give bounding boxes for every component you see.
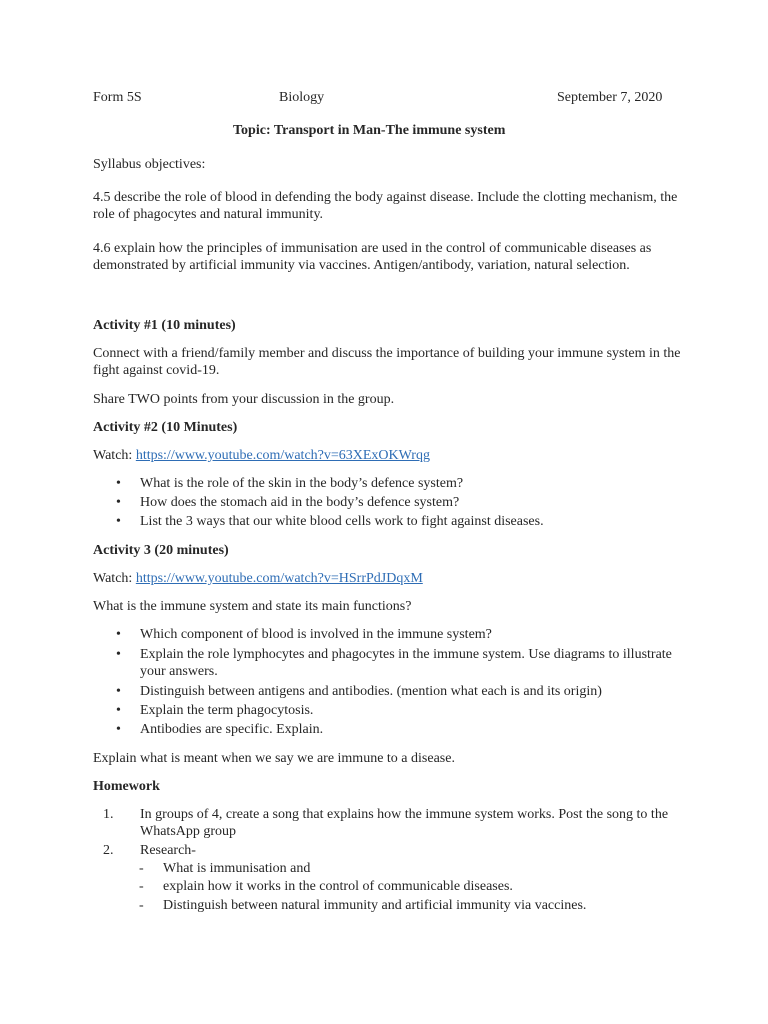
activity3-video-link[interactable]: https://www.youtube.com/watch?v=HSrrPdJDqxM [135,571,423,586]
topic-title: Topic: Transport in Man-The immune system [233,123,506,138]
bullet-icon: • [116,703,121,718]
form-label: Form 5S [93,90,142,105]
activity3-bullet-2: Explain the role lymphocytes and phagocytes in the immune system. Use diagrams to illustrate your answers. [140,647,672,679]
objective-4-5: 4.5 describe the role of blood in defending the body against disease. Include the clotting mechanism, the role of phagocytes and natural immunity. [93,190,678,222]
date-label: September 7, 2020 [557,90,663,105]
activity3-bullet-3: Distinguish between antigens and antibodies. (mention what each is and its origin) [140,684,602,699]
research-subitem-1: What is immunisation and [163,861,311,876]
activity3-question: What is the immune system and state its main functions? [93,599,412,614]
activity2-question-1: What is the role of the skin in the body’s defence system? [140,476,464,491]
watch-label: Watch: [93,571,136,586]
activity3-bullet-1: Which component of blood is involved in the immune system? [140,627,492,642]
homework-title: Homework [93,779,160,794]
syllabus-heading: Syllabus objectives: [93,157,206,172]
dash-marker: - [139,898,144,913]
activity3-title: Activity 3 (20 minutes) [93,543,229,558]
bullet-icon: • [116,514,121,529]
bullet-icon: • [116,627,121,642]
activity1-text: Connect with a friend/family member and discuss the importance of building your immune system in the fight against covid-19. [93,346,681,378]
bullet-icon: • [116,476,121,491]
activity3-closing: Explain what is meant when we say we are immune to a disease. [93,751,455,766]
activity2-question-2: How does the stomach aid in the body’s defence system? [140,495,460,510]
homework-item-number: 2. [103,843,114,858]
watch-label: Watch: [93,448,136,463]
activity2-watch [93,447,430,464]
research-subitem-2: explain how it works in the control of communicable diseases. [163,879,513,894]
bullet-icon: • [116,495,121,510]
activity2-question-3: List the 3 ways that our white blood cells work to fight against diseases. [140,514,544,529]
activity1-title: Activity #1 (10 minutes) [93,318,236,333]
homework-item-number: 1. [103,807,114,822]
activity3-bullet-5: Antibodies are specific. Explain. [140,722,324,737]
activity1-share-text: Share TWO points from your discussion in the group. [93,392,395,407]
subject-label: Biology [279,90,325,105]
research-subitem-3: Distinguish between natural immunity and artificial immunity via vaccines. [163,898,587,913]
activity3-watch [93,570,423,587]
activity2-video-link[interactable]: https://www.youtube.com/watch?v=63XExOKWrqg [135,448,430,463]
dash-marker: - [139,861,144,876]
dash-marker: - [139,879,144,894]
objective-4-6: 4.6 explain how the principles of immunisation are used in the control of communicable diseases as demonstrated by artificial immunity via vaccines. Antigen/antibody, variation, natural selection. [93,241,652,273]
activity2-title: Activity #2 (10 Minutes) [93,420,238,435]
homework-item-2: Research- [140,843,196,858]
bullet-icon: • [116,722,121,737]
activity3-bullet-4: Explain the term phagocytosis. [140,703,314,718]
bullet-icon: • [116,647,121,662]
homework-item-1: In groups of 4, create a song that explains how the immune system works. Post the song to the WhatsApp group [140,807,669,839]
bullet-icon: • [116,684,121,699]
